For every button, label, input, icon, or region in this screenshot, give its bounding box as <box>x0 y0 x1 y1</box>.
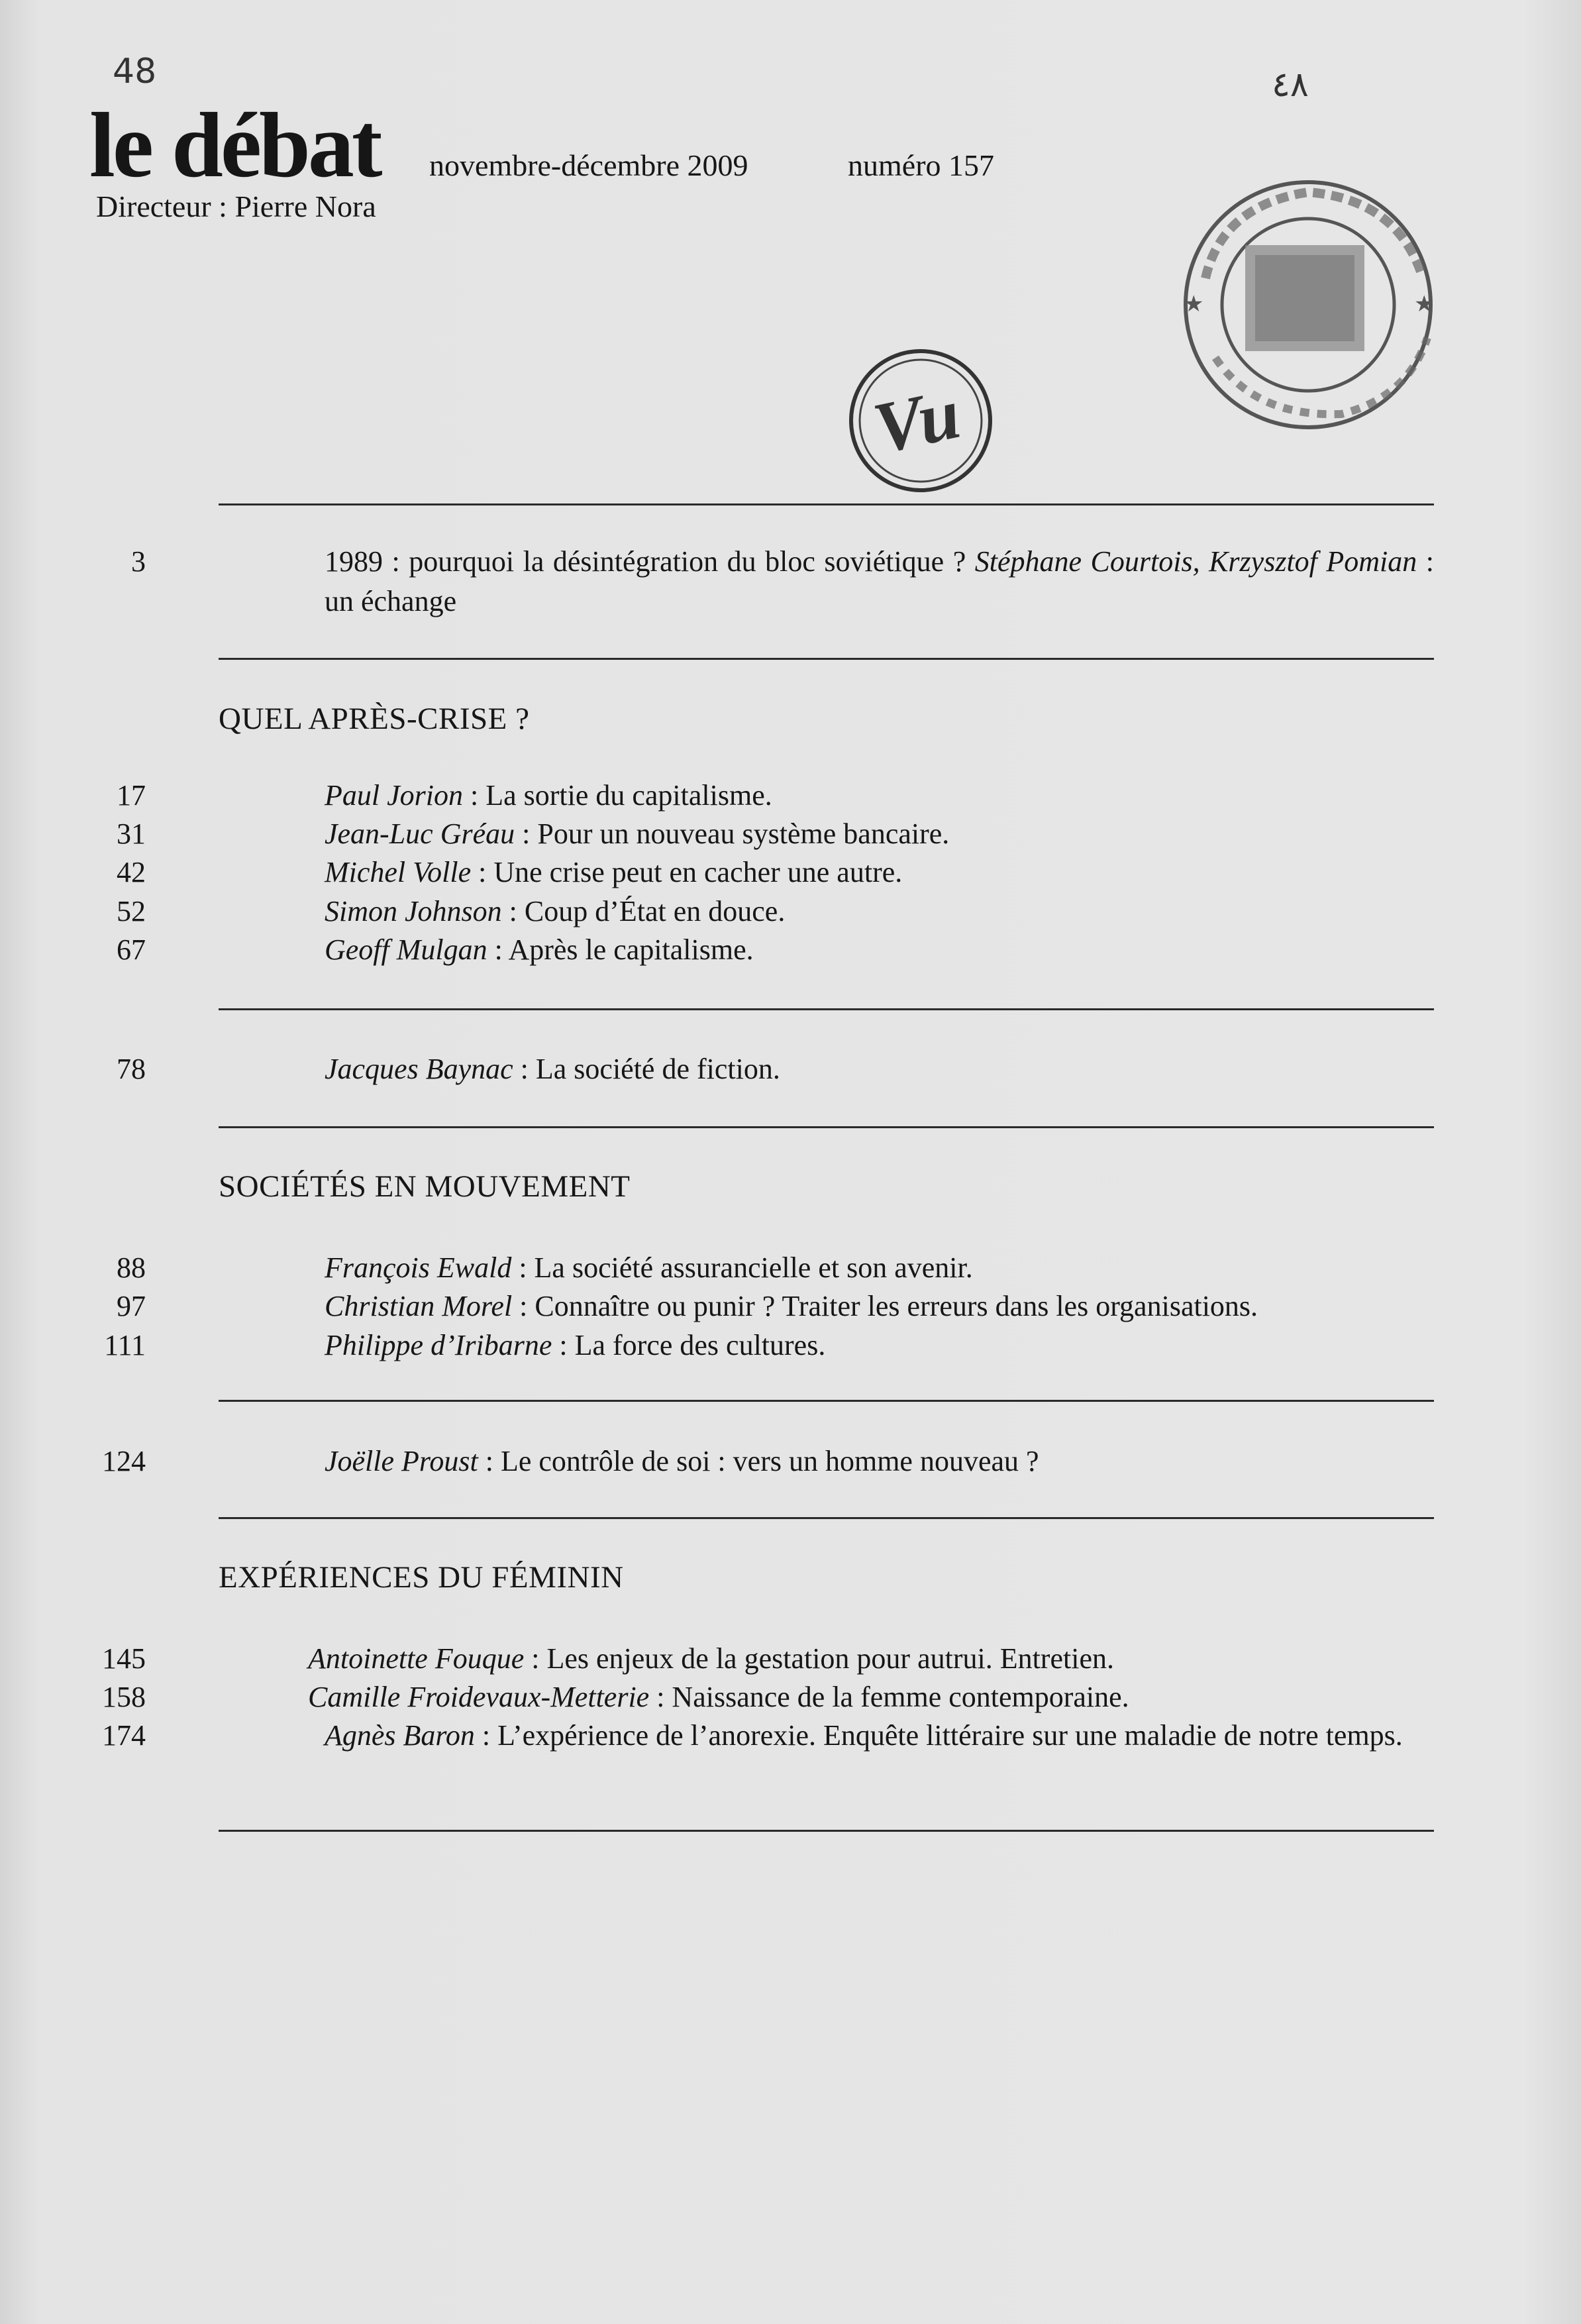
toc-entry <box>325 1049 780 1089</box>
toc-page-number: 124 <box>102 1445 146 1477</box>
entry-title: : Le contrôle de soi : vers un homme nouveau ? <box>478 1445 1039 1477</box>
vu-stamp-text: Vu <box>866 372 967 470</box>
toc-entry-opening <box>325 542 1434 621</box>
toc-entry <box>325 1326 825 1365</box>
rule-5 <box>219 1400 1434 1402</box>
entry-title: : Une crise peut en cacher une autre. <box>471 856 903 888</box>
toc-entry <box>325 892 785 931</box>
toc-page-number: 3 <box>131 545 146 578</box>
rule-4 <box>219 1126 1434 1128</box>
toc-page-number: 111 <box>104 1329 146 1361</box>
toc-page-number: 158 <box>102 1681 146 1713</box>
toc-page-number: 97 <box>117 1290 146 1322</box>
entry-author: Antoinette Fouque <box>308 1642 525 1675</box>
svg-text:★: ★ <box>1184 292 1204 317</box>
entry-title: : Après le capitalisme. <box>487 933 754 966</box>
entry-title: 1989 : pourquoi la désintégration du bloc soviétique ? <box>325 545 966 578</box>
entry-author: Jean-Luc Gréau <box>325 818 515 850</box>
entry-title: : La sortie du capitalisme. <box>462 779 772 812</box>
toc-page-number: 88 <box>117 1251 146 1284</box>
toc-entry <box>325 1716 1434 1756</box>
entry-author: Philippe d’Iribarne <box>325 1329 552 1361</box>
rule-1 <box>219 503 1434 505</box>
entry-title: : Coup d’État en douce. <box>501 895 786 927</box>
toc-page-number: 42 <box>117 856 146 888</box>
entry-author: Camille Froidevaux-Metterie <box>308 1681 650 1713</box>
journal-logo: le débat <box>89 94 380 197</box>
toc-entry <box>325 1287 1258 1326</box>
issue-number: numéro 157 <box>848 148 995 182</box>
entry-title: : La société assurancielle et son avenir. <box>511 1251 973 1284</box>
rule-7 <box>219 1830 1434 1832</box>
rule-3 <box>219 1008 1434 1010</box>
toc-page-number: 145 <box>102 1642 146 1675</box>
toc-entry <box>325 776 772 816</box>
toc-entry <box>325 1442 1039 1481</box>
toc-entry <box>308 1639 1114 1679</box>
entry-author: Michel Volle <box>325 856 472 888</box>
entry-author: François Ewald <box>325 1251 512 1284</box>
section-heading: SOCIÉTÉS EN MOUVEMENT <box>219 1169 631 1204</box>
toc-page-number: 78 <box>117 1053 146 1085</box>
entry-author: Christian Morel <box>325 1290 513 1322</box>
entry-title: : L’expérience de l’anorexie. Enquête littéraire sur une maladie de notre temps. <box>474 1719 1403 1752</box>
vu-stamp <box>844 344 997 497</box>
section-heading: QUEL APRÈS-CRISE ? <box>219 702 530 736</box>
library-seal-stamp <box>1143 179 1474 431</box>
entry-title: : Naissance de la femme contemporaine. <box>649 1681 1129 1713</box>
rule-6 <box>219 1517 1434 1519</box>
svg-text:★: ★ <box>1414 292 1435 317</box>
toc-entry <box>325 930 754 970</box>
issue-date: novembre-décembre 2009 <box>429 148 748 182</box>
toc-page-number: 67 <box>117 933 146 966</box>
toc-page-number: 31 <box>117 818 146 850</box>
handwritten-mark-right: ٤٨ <box>1272 65 1309 105</box>
toc-page-number: 17 <box>117 779 146 812</box>
toc-entry <box>325 1248 973 1288</box>
rule-2 <box>219 658 1434 660</box>
entry-title: : La société de fiction. <box>513 1053 780 1085</box>
entry-author: Simon Johnson <box>325 895 502 927</box>
toc-entry <box>308 1677 1129 1717</box>
entry-title: : Les enjeux de la gestation pour autrui. Entretien. <box>524 1642 1114 1675</box>
entry-title: : Pour un nouveau système bancaire. <box>515 818 950 850</box>
director-line: Directeur : Pierre Nora <box>96 189 376 223</box>
entry-author: Geoff Mulgan <box>325 933 487 966</box>
section-heading: EXPÉRIENCES DU FÉMININ <box>219 1560 624 1595</box>
entry-author: Paul Jorion <box>325 779 463 812</box>
entry-authors: Stéphane Courtois, Krzysztof Pomian <box>974 545 1417 578</box>
toc-page-number: 52 <box>117 895 146 927</box>
entry-author: Joëlle Proust <box>325 1445 478 1477</box>
entry-author: Agnès Baron <box>325 1719 475 1752</box>
toc-entry <box>325 814 949 854</box>
toc-entry <box>325 853 902 892</box>
entry-suffix: : un échange <box>325 545 1434 617</box>
entry-author: Jacques Baynac <box>325 1053 513 1085</box>
entry-title: : La force des cultures. <box>552 1329 826 1361</box>
toc-page-number: 174 <box>102 1719 146 1752</box>
handwritten-mark-left: 48 <box>113 52 157 91</box>
entry-title: : Connaître ou punir ? Traiter les erreurs dans les organisations. <box>512 1290 1258 1322</box>
